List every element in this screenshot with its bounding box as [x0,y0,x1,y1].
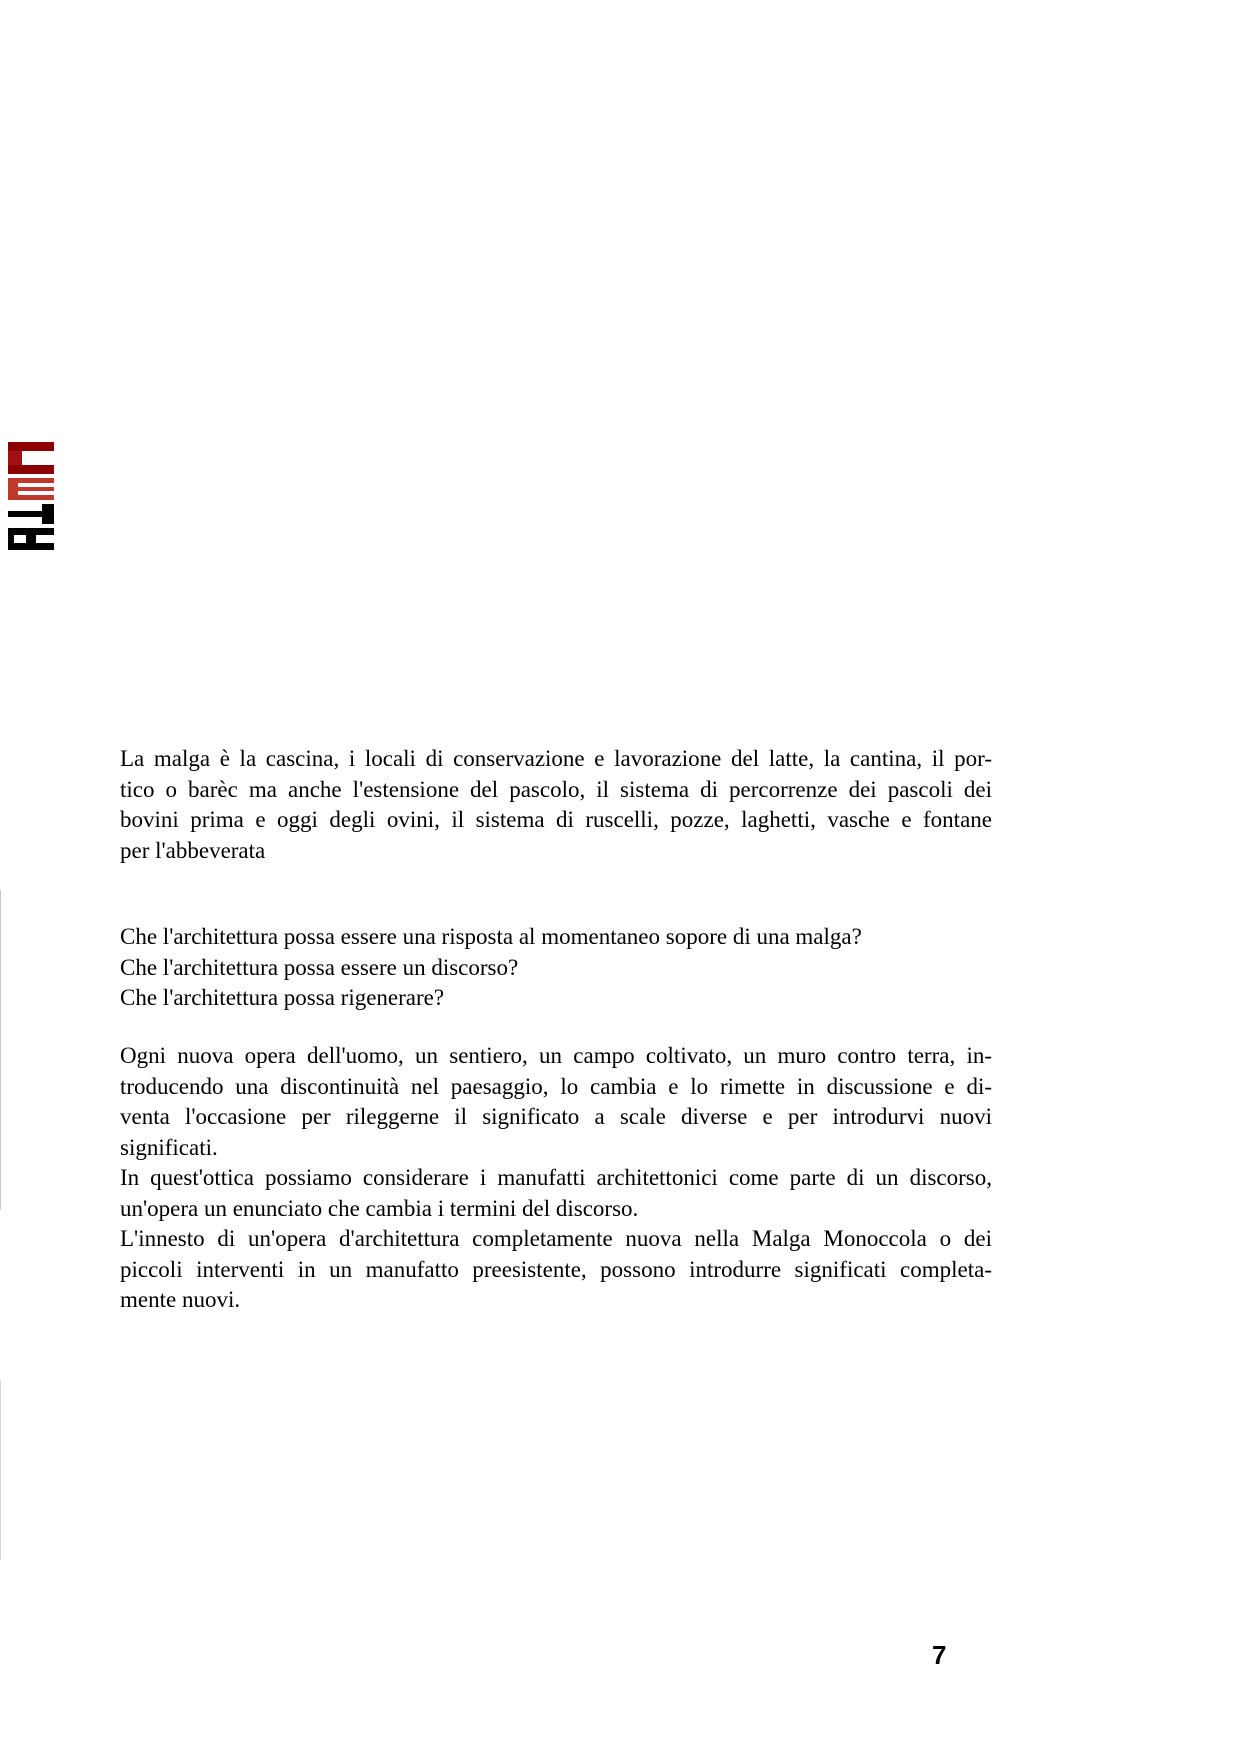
paragraph-questions [120,922,992,1014]
text-line: troducendo una discontinuità nel paesaggio, lo cambia e lo rimette in discussione e di- [120,1073,992,1099]
text-line: Ogni nuova opera dell'uomo, un sentiero, un campo coltivato, un muro contro terra, in- [120,1043,992,1068]
text-line: bovini prima e oggi degli ovini, il sistema di ruscelli, pozze, laghetti, vasche e fontane [120,807,992,832]
meta-logo-mark [8,442,54,550]
text-line: Che l'architettura possa rigenerare? [120,985,445,1010]
text-line: Che l'architettura possa essere un discorso? [120,954,519,980]
logo-letter-e [8,478,54,500]
text-line: In quest'ottica possiamo considerare i manufatti architettonici come parte di un discorso, [120,1165,992,1190]
left-margin-rule [0,890,1,1210]
text-line: piccoli interventi in un manufatto preesistente, possono introdurre significati completa- [120,1256,992,1282]
page-number: 7 [932,1640,947,1670]
text-line: per l'abbeverata [120,837,266,863]
text-line: venta l'occasione per rileggerne il significato a scale diverse e per introdurvi nuovi [120,1104,992,1129]
logo-letter-t [8,504,54,524]
logo-letter-m [8,442,54,474]
text-line: significati. [120,1134,218,1160]
left-margin-rule-lower [0,1380,1,1560]
paragraph-new-work [120,1041,992,1316]
text-line: mente nuovi. [120,1287,241,1312]
text-line: La malga è la cascina, i locali di conservazione e lavorazione del latte, la cantina, il por- [120,746,992,771]
logo-letter-a [8,528,54,550]
meta-logo [8,442,54,550]
text-line: tico o barèc ma anche l'estensione del pascolo, il sistema di percorrenze dei pascoli dei [120,776,992,802]
text-line: L'innesto di un'opera d'architettura completamente nuova nella Malga Monoccola o dei [120,1226,992,1251]
text-line: Che l'architettura possa essere una risposta al momentaneo sopore di una malga? [120,924,862,949]
paragraph-malga-definition [120,744,992,866]
text-line: un'opera un enunciato che cambia i termini del discorso. [120,1195,639,1221]
